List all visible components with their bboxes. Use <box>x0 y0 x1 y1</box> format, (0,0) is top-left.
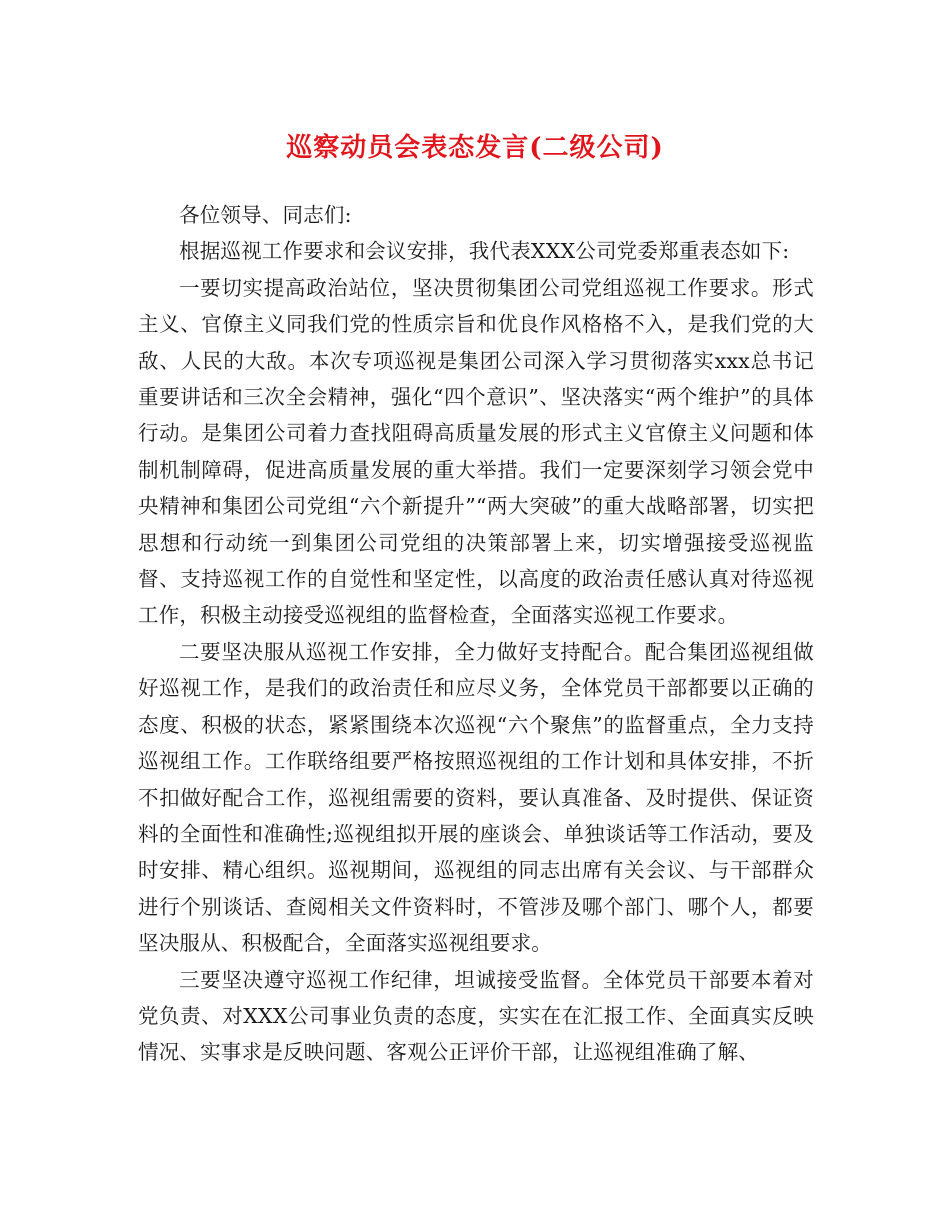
paragraph-point-three: 三要坚决遵守巡视工作纪律，坦诚接受监督。全体党员干部要本着对党负责、对XXX公司事业负责的态度，实实在在汇报工作、全面真实反映情况、实事求是反映问题、客观公正评价干部，让巡视组准确了解、 <box>138 967 814 1065</box>
document-body <box>138 197 814 1071</box>
paragraph-intro: 根据巡视工作要求和会议安排，我代表XXX公司党委郑重表态如下: <box>179 239 790 264</box>
paragraph-point-one: 一要切实提高政治站位，坚决贯彻集团公司党组巡视工作要求。形式主义、官僚主义同我们党的性质宗旨和优良作风格格不入，是我们党的大敌、人民的大敌。本次专项巡视是集团公司深入学习贯彻落实xxx总书记重要讲话和三次全会精神，强化“四个意识”、坚决落实“两个维护”的具体行动。是集团公司着力查找阻碍高质量发展的形式主义官僚主义问题和体制机制障碍，促进高质量发展的重大举措。我们一定要深刻学习领会党中央精神和集团公司党组“六个新提升”“两大突破”的重大战略部署，切实把思想和行动统一到集团公司党组的决策部署上来，切实增强接受巡视监督、支持巡视工作的自觉性和坚定性，以高度的政治责任感认真对待巡视工作，积极主动接受巡视组的监督检查，全面落实巡视工作要求。 <box>138 275 814 628</box>
document-title: 巡察动员会表态发言(二级公司) <box>286 133 664 163</box>
paragraph-salutation: 各位领导、同志们: <box>179 203 352 227</box>
paragraph-point-two: 二要坚决服从巡视工作安排，全力做好支持配合。配合集团巡视组做好巡视工作，是我们的政治责任和应尽义务，全体党员干部都要以正确的态度、积极的状态，紧紧围绕本次巡视“六个聚焦”的监督重点，全力支持巡视组工作。工作联络组要严格按照巡视组的工作计划和具体安排，不折不扣做好配合工作，巡视组需要的资料，要认真准备、及时提供、保证资料的全面性和准确性;巡视组拟开展的座谈会、单独谈话等工作活动，要及时安排、精心组织。巡视期间，巡视组的同志出席有关会议、与干部群众进行个别谈话、查阅相关文件资料时，不管涉及哪个部门、哪个人，都要坚决服从、积极配合，全面落实巡视组要求。 <box>138 639 814 956</box>
